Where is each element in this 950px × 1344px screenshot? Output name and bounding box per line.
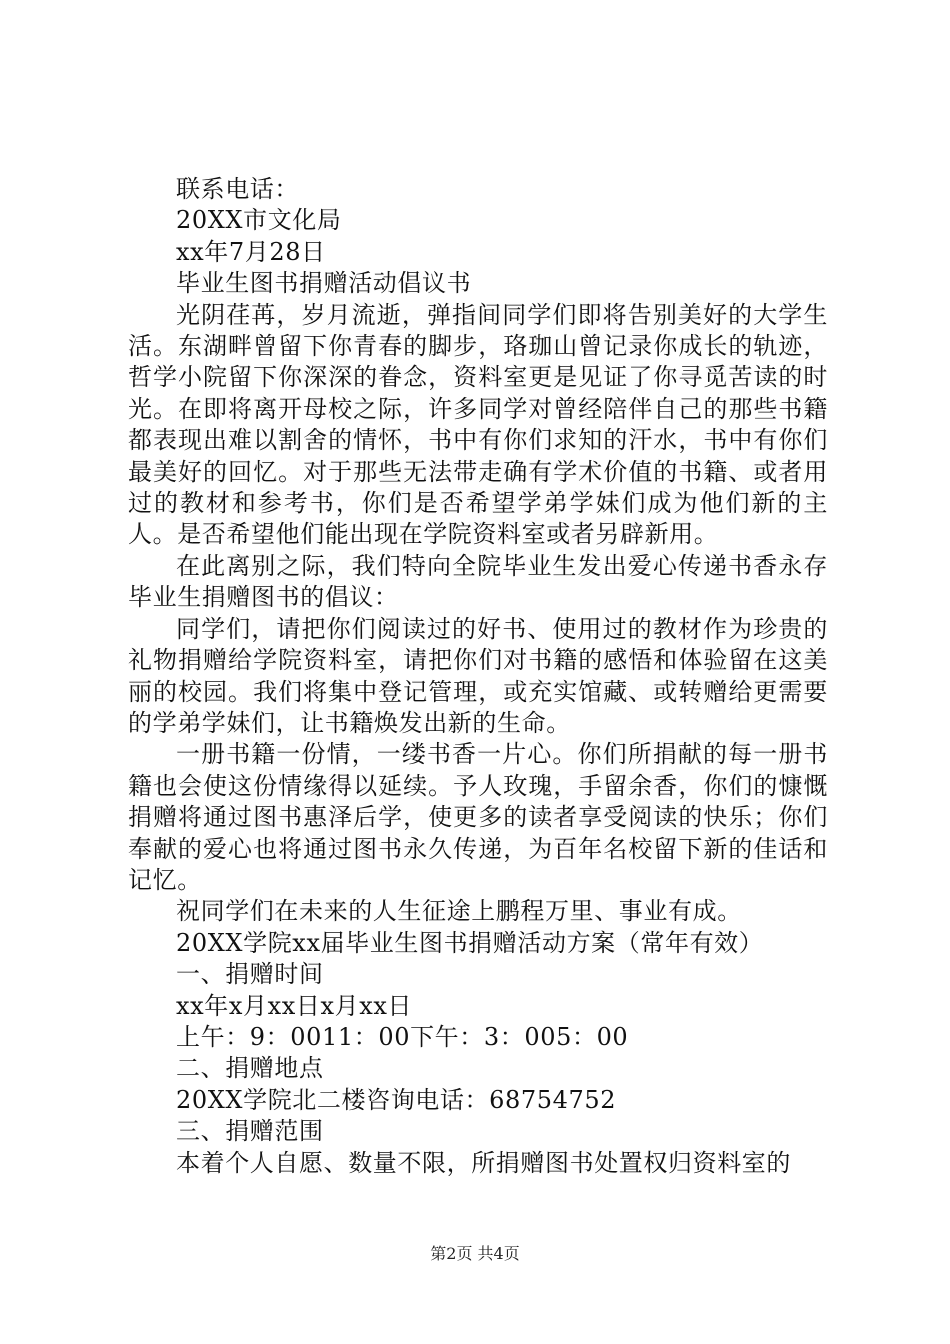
section-heading-time: 一、捐赠时间 (176, 960, 324, 989)
plan-title: 20XX学院xx届毕业生图书捐赠活动方案（常年有效） (176, 928, 764, 957)
paragraph-closing: 一册书籍一份情，一缕书香一片心。你们所捐献的每一册书籍也会使这份情缘得以延续。予人玫瑰，手留余香，你们的慷慨捐赠将通过图书惠泽后学，使更多的读者享受阅读的快乐；你们奉献的爱心也将通过图书永久传递，为百年名校留下新的佳话和记忆。 (128, 740, 828, 894)
document-date: xx年7月28日 (176, 237, 326, 266)
paragraph-proposal: 在此离别之际，我们特向全院毕业生发出爱心传递书香永存毕业生捐赠图书的倡议： (128, 551, 828, 612)
section-heading-scope: 三、捐赠范围 (176, 1117, 324, 1146)
contact-phone-label: 联系电话： (176, 175, 299, 203)
location-and-phone: 20XX学院北二楼咨询电话：68754752 (176, 1085, 617, 1114)
page-footer: 第2页 共4页 (430, 1244, 520, 1263)
donation-hours: 上午：9：0011：00下午：3：005：00 (176, 1022, 629, 1051)
section-heading-location: 二、捐赠地点 (176, 1054, 324, 1083)
proposal-title: 毕业生图书捐赠活动倡议书 (176, 269, 472, 298)
document-body (128, 174, 828, 1179)
organization-name: 20XX市文化局 (176, 206, 342, 235)
paragraph-appeal: 同学们，请把你们阅读过的好书、使用过的教材作为珍贵的礼物捐赠给学院资料室，请把你们对书籍的感悟和体验留在这美丽的校园。我们将集中登记管理，或充实馆藏、或转赠给更需要的学弟学妹们，让书籍焕发出新的生命。 (128, 614, 828, 737)
paragraph-intro: 光阴荏苒，岁月流逝，弹指间同学们即将告别美好的大学生活。东湖畔曾留下你青春的脚步，珞珈山曾记录你成长的轨迹，哲学小院留下你深深的眷念，资料室更是见证了你寻觅苦读的时光。在即将离开母校之际，许多同学对曾经陪伴自己的那些书籍都表现出难以割舍的情怀，书中有你们求知的汗水，书中有你们最美好的回忆。对于那些无法带走确有学术价值的书籍、或者用过的教材和参考书，你们是否希望学弟学妹们成为他们新的主人。是否希望他们能出现在学院资料室或者另辟新用。 (128, 300, 828, 549)
donation-dates: xx年x月xx日x月xx日 (176, 991, 413, 1020)
wishes-line: 祝同学们在未来的人生征途上鹏程万里、事业有成。 (176, 897, 742, 926)
scope-text: 本着个人自愿、数量不限，所捐赠图书处置权归资料室的 (176, 1148, 791, 1177)
